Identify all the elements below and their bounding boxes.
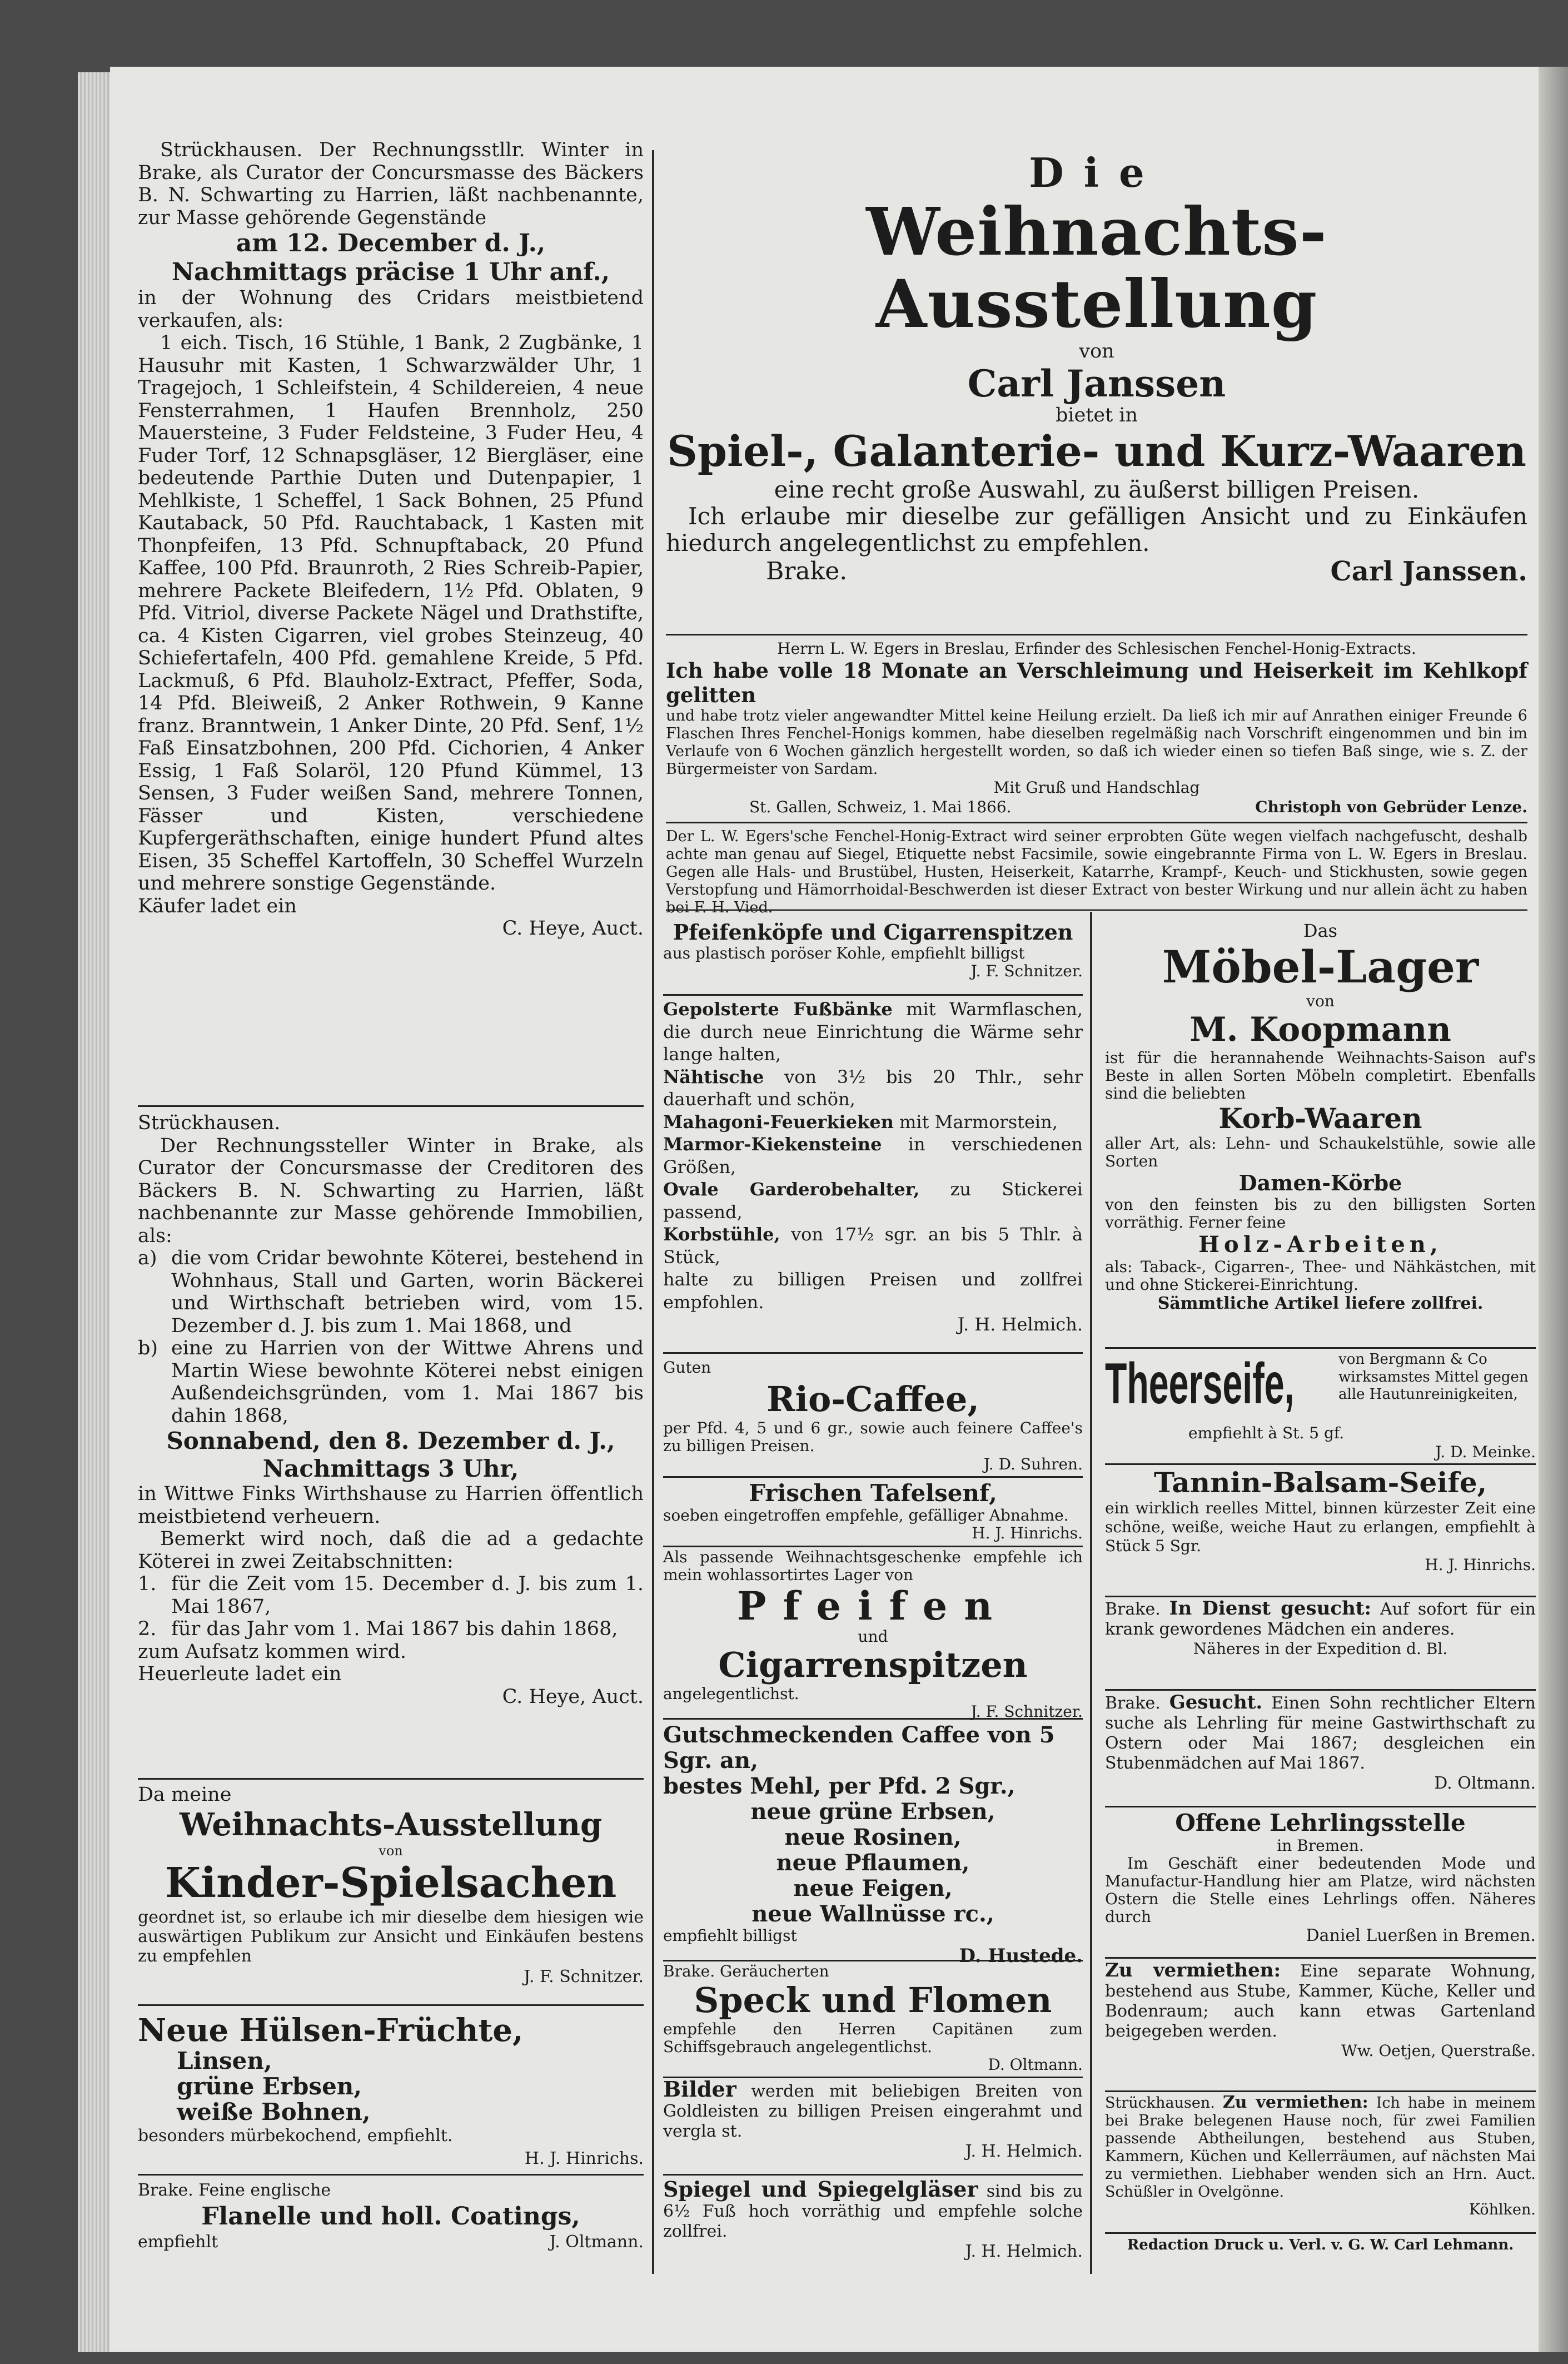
koopmann-title: Möbel-Lager [1162,941,1479,993]
mirrors-ad [663,2179,1083,2262]
koopmann-name: M. Koopmann [1189,1010,1451,1049]
coffee-signature: J. D. Suhren. [983,1454,1083,1473]
tannin-body: ein wirklich reelles Mittel, binnen kürzester Zeit eine schöne, weiße, weiche Haut zu erlangen, empfiehlt à Stück 5 Sgr. [1105,1499,1536,1555]
koopmann-holz: Holz-Arbeiten, [1198,1231,1442,1258]
koopmann-closing: Sämmtliche Artikel liefere zollfrei. [1157,1294,1484,1313]
auction-notice-1 [138,139,644,940]
toys-ad [138,1784,644,1988]
lehrling-ad [1105,1809,1536,1946]
service-body: Auf sofort für ein krank gewordenes Mädchen ein anderes. [1105,1600,1536,1639]
mustard-title: Frischen Tafelsenf, [749,1479,997,1507]
auction-2-note: Bemerkt wird noch, daß die ad a gedachte Köterei in zwei Zeitabschnitten: [138,1528,644,1573]
janssen-von: von [1079,340,1114,362]
janssen-signature: Carl Janssen. [1330,556,1527,587]
separator [1105,1347,1536,1349]
garderobehalter-text: zu Stickerei passend, [663,1179,1083,1223]
list-item-text: für die Zeit vom 15. December d. J. bis zum 1. Mai 1867, [171,1573,644,1618]
flannel-lead-text: Feine englische [198,2181,331,2200]
auction-2-time: Nachmittags 3 Uhr, [262,1455,519,1482]
bacon-body: empfehle den Herren Capitänen zum Schiffsgebrauch angelegentlichst. [663,2020,1083,2056]
service-ad [1105,1598,1536,1658]
auction-2-periods [138,1573,644,1641]
koopmann-korb-body: aller Art, als: Lehn- und Schaukelstühle, sowie alle Sorten [1105,1134,1536,1170]
auction-2-location: in Wittwe Finks Wirthshause zu Harrien öffentlich meistbietend verheuern. [138,1483,644,1528]
list-item-label: a) [138,1247,157,1269]
grocery-line-2: bestes Mehl, per Pfd. 2 Sgr., [663,1773,1016,1799]
column-rule-left [652,150,654,2274]
grocery-signature: D. Hustede. [959,1945,1083,1967]
auction-notice-2 [138,1112,644,1708]
list-item-text: für das Jahr vom 1. Mai 1867 bis dahin 1868, [171,1618,618,1640]
toys-title: Weihnachts-Ausstellung [179,1806,603,1843]
lehrling-title: Offene Lehrlingsstelle [1175,1809,1466,1836]
list-item [138,1247,644,1337]
naehtische-text: von 3½ bis 20 Thlr., sehr dauerhaft und schön, [663,1066,1083,1110]
theerseife-price: empfiehlt à St. 5 gf. [1188,1424,1345,1442]
kiekensteine-text: in verschiedenen Größen, [663,1134,1083,1178]
coffee-lead: Guten [663,1358,711,1377]
apprentice-title: Gesucht. [1169,1691,1263,1714]
separator [1105,2232,1536,2234]
auction-1-intro: in der Wohnung des Cridars meistbietend verkaufen, als: [138,287,644,332]
lehrling-body: Im Geschäft einer bedeutenden Mode und Manufactur-Handlung hier am Platze, wird nächsten Ostern die Stelle eines Lehrlings offen. Näheres durch [1105,1854,1536,1926]
honey-intro: Herrn L. W. Egers in Breslau, Erfinder des Schlesischen Fenchel-Honig-Extracts. [777,639,1416,658]
janssen-title: Weihnachts-Ausstellung [866,193,1327,342]
korbstuehle-text: von 17½ sgr. an bis 5 Thlr. à Stück, [663,1224,1083,1268]
coffee-title: Rio-Caffee, [766,1378,980,1419]
list-item [138,1618,644,1641]
newspaper-page [110,67,1539,2352]
separator [138,2174,644,2176]
pipes-ad-2 [663,1548,1083,1721]
naehtische-label: Nähtische [663,1066,764,1087]
separator [1105,2090,1536,2092]
auction-1-items: 1 eich. Tisch, 16 Stühle, 1 Bank, 2 Zugbänke, 1 Hausuhr mit Kasten, 1 Schwarzwälder Uhr, 1 Tragejoch, 1 Schleifstein, 4 Schildereien, 4 neue Fensterrahmen, 1 Haufen Brennholz, 250 Mauersteine, 3 Fuder Feldsteine, 3 Fuder Heu, 4 Fuder Torf, 12 Schnapsgläser, 12 Biergläser, eine bedeutende Parthie Duten und Dutenpapier, 1 Mehlkiste, 1 Scheffel, 1 Sack Bohnen, 25 Pfund Kautaback, 50 Pfd. Rauchtaback, 1 Kasten mit Thonpfeifen, 13 Pfd. Schnupftaback, 20 Pfund Kaffee, 100 Pfd. Braunroth, 2 Ries Schreib-Papier, mehrere Packete Bleifedern, 1½ Pfd. Oblaten, 9 Pfd. Vitriol, diverse Packete Nägel und Drathstifte, ca. 4 Kisten Cigarren, viel grobes Steinzeug, 40 Schiefertafeln, 400 Pfd. gemahlene Kreide, 5 Pfd. Lackmuß, 6 Pfd. Blauholz-Extract, Pfeffer, Soda, 14 Pfd. Bleiweiß, 2 Anker Rothwein, 9 Kanne franz. Branntwein, 1 Anker Dinte, 20 Pfd. Senf, 1½ Faß Einsatzbohnen, 200 Pfd. Cichorien, 4 Anker Essig, 1 Faß Solaröl, 120 Pfund Kümmel, 13 Sensen, 3 Fuder weißen Sand, mehrere Tonnen, Fässer und Kisten, verschiedene Kupfergeräthschaften, einige hundert Pfund altes Eisen, 35 Scheffel Kartoffeln, 30 Scheffel Wurzeln und mehrere sonstige Gegenstände. [138,332,644,895]
honey-greeting: Mit Gruß und Handschlag [993,778,1200,797]
honey-footer-line [666,797,1527,817]
mustard-signature: H. J. Hinrichs. [972,1524,1083,1542]
korbstuehle-label: Korbstühle, [663,1224,780,1245]
auction-2-place: Strückhausen. [138,1112,281,1134]
legumes-ad [138,2013,644,2170]
koopmann-ad [1105,920,1536,1314]
auction-1-body: Strückhausen. Der Rechnungsstllr. Winter in Brake, als Curator der Concursmasse des Bäckers B. N. Schwarting zu Harrien, läßt nachbenannte, zur Masse gehörende Gegenstände [138,139,644,229]
pipes-1-body: aus plastisch poröser Kohle, empfiehlt billigst [663,944,1025,962]
service-place: Brake. [1105,1600,1161,1619]
mirrors-body: sind bis zu 6½ Fuß hoch vorräthig und empfehle solche zollfrei. [663,2182,1083,2241]
honey-signature: Christoph von Gebrüder Lenze. [1255,798,1527,816]
apprentice-body: Einen Sohn rechtlicher Eltern suche als Lehrling für meine Gastwirthschaft zu Ostern oder Mai 1867; desgleichen ein Stubenmädchen auf Mai 1867. [1105,1693,1536,1773]
fussbaenke-label: Gepolsterte Fußbänke [663,999,893,1020]
bacon-lead-line [663,1963,1083,1980]
separator [663,1476,1083,1478]
koopmann-von: von [1306,992,1335,1010]
furniture-ad [663,998,1083,1336]
rent-1-title: Zu vermiethen: [1105,1959,1281,1981]
pipes-ad-1 [663,920,1083,980]
apprentice-signature: D. Oltmann. [1434,1774,1536,1793]
toys-signature: J. F. Schnitzer. [524,1966,644,1986]
fussbaenke-text: mit Warmflaschen, die durch neue Einrichtung die Wärme sehr lange halten, [663,999,1083,1065]
koopmann-das: Das [1303,920,1338,941]
toys-lead: Da meine [138,1784,232,1806]
rent-1-signature: Ww. Oetjen, Querstraße. [1341,2042,1536,2060]
legumes-title: Neue Hülsen-Früchte, [138,2012,524,2049]
list-item-text: die vom Cridar bewohnte Köterei, bestehend in Wohnhaus, Stall und Garten, worin Bäckerei und Wirthschaft betrieben wird, vom 15. Dezember d. J. bis zum 1. Mai 1868, und [171,1247,644,1337]
flannel-footer [138,2231,644,2254]
list-item-label: b) [138,1337,158,1359]
bacon-title: Speck und Flomen [694,1980,1052,2020]
separator [663,1718,1083,1720]
auction-1-signature: C. Heye, Auct. [502,917,644,940]
pipes-2-signature: J. F. Schnitzer. [970,1702,1083,1721]
legumes-signature: H. J. Hinrichs. [524,2148,644,2168]
auction-2-date: Sonnabend, den 8. Dezember d. J., [166,1427,615,1454]
bacon-signature: D. Oltmann. [988,2055,1083,2074]
theerseife-maker: von Bergmann & Co [1338,1351,1487,1368]
auction-1-date: am 12. December d. J., [236,229,546,257]
frames-signature: J. H. Helmich. [965,2142,1083,2161]
separator [1105,1806,1536,1807]
pipes-1-title: Pfeifenköpfe und Cigarrenspitzen [673,920,1073,945]
rent-1-body: Eine separate Wohnung, bestehend aus Stube, Kammer, Küche, Keller und Bodenraum; auch kann etwas Gartenland beigegeben werden. [1105,1961,1536,2041]
pipes-2-lead: Als passende Weihnachtsgeschenke empfehle ich mein wohlassortirtes Lager von [663,1548,1083,1584]
flannel-place: Brake. [138,2181,193,2200]
rent-2-body: Ich habe in meinem bei Brake belegenen Hause noch, für zwei Familien passende Abtheilungen, bestehend aus Stuben, Kammern, Küchen und Kellerräumen, auf nächsten Mai zu vermiethen. Liebhaber wenden sich an Hrn. Auct. Schüßler in Ovelgönne. [1105,2094,1536,2201]
legumes-line-2: grüne Erbsen, [177,2073,362,2100]
rent-ad-2 [1105,2094,1536,2219]
mirrors-label: Spiegel und Spiegelgläser [663,2177,978,2202]
kiekensteine-label: Marmor-Kiekensteine [663,1134,882,1155]
mustard-ad [663,1480,1083,1542]
list-item [138,1573,644,1618]
honey-footer: Der L. W. Egers'sche Fenchel-Honig-Extract wird seiner erprobten Güte wegen vielfach nachgefuscht, deshalb achte man genau auf Siegel, Etiquette nebst Facsimile, sowie eingebrannte Firma von L. W. Egers in Breslau. Gegen alle Hals- und Brustübel, Husten, Heiserkeit, Katarrhe, Krampf-, Keuch- und Stickhusten, sowie gegen Verstopfung und Hämorrhoidal-Beschwerden ist dieser Extract von bester Wirkung und nur allein ächt zu haben bei F. H. Vied. [666,828,1527,916]
pipes-1-signature: J. F. Schnitzer. [970,962,1083,980]
pipes-2-title-2: Cigarrenspitzen [718,1645,1028,1685]
apprentice-ad [1105,1692,1536,1794]
auction-2-body: Der Rechnungssteller Winter in Brake, als Curator der Concursmasse der Creditoren des Bäckers B. N. Schwarting zu Harrien, läßt nachbenannte zur Masse gehörende Immobilien, als: [138,1134,644,1247]
coffee-body: per Pfd. 4, 5 und 6 gr., sowie auch feinere Caffee's zu billigen Preisen. [663,1418,1083,1455]
list-item-label: 1. [138,1573,157,1595]
separator [666,909,1527,913]
grocery-line-4: neue Rosinen, [784,1824,962,1850]
garderobehalter-label: Ovale Garderobehalter, [663,1179,920,1200]
lehrling-place: in Bremen. [1277,1836,1364,1855]
bacon-lead: Geräucherten [720,1962,829,1980]
janssen-ad [666,150,1527,587]
furniture-signature: J. H. Helmich. [957,1314,1083,1335]
janssen-choice: eine recht große Auswahl, zu äußerst billigen Preisen. [774,476,1420,503]
janssen-goods: Spiel-, Galanterie- und Kurz-Waaren [666,426,1527,476]
janssen-die: Die [1029,149,1164,196]
separator [663,1352,1083,1354]
separator [1105,1463,1536,1465]
toys-body: geordnet ist, so erlaube ich mir dieselbe dem hiesigen wie auswärtigen Publikum zur Ansicht und Einkäufen bestens zu empfehlen [138,1907,644,1966]
auction-1-buyers: Käufer ladet ein [138,895,297,917]
list-item [138,1337,644,1427]
legumes-line-1: Linsen, [177,2047,272,2074]
separator [1105,1957,1536,1959]
mustard-body: soeben eingetroffen empfehle, gefälliger Abnahme. [663,1506,1069,1524]
tannin-signature: H. J. Hinrichs. [1425,1556,1536,1574]
separator [666,634,1527,635]
separator [663,1960,1083,1961]
auction-2-list [138,1247,644,1427]
flannel-signature: J. Oltmann. [549,2232,644,2252]
tannin-ad [1105,1467,1536,1575]
furniture-closing: halte zu billigen Preisen und zollfrei empfohlen. [663,1269,1083,1313]
bacon-ad [663,1963,1083,2074]
list-item-text: eine zu Harrien von der Wittwe Ahrens und Martin Wiese bewohnte Köterei nebst einigen Außendeichsgründen, vom 1. Mai 1867 bis dahin 1868, [171,1337,644,1427]
flannel-body: empfiehlt [138,2232,218,2252]
toys-product: Kinder-Spielsachen [165,1859,617,1907]
bacon-place: Brake. [663,1962,715,1980]
rent-ad-1 [1105,1960,1536,2060]
coffee-ad [663,1357,1083,1474]
flannel-lead [138,2179,644,2202]
feuerkieken-label: Mahagoni-Feuerkieken [663,1111,894,1133]
grocery-line-1: Gutschmeckenden Caffee von 5 Sgr. an, [663,1722,1055,1774]
flannel-ad [138,2179,644,2253]
theerseife-ad [1105,1351,1536,1462]
apprentice-place: Brake. [1105,1693,1161,1713]
flannel-title: Flanelle und holl. Coatings, [201,2202,580,2231]
separator [663,994,1083,996]
auction-1-time: Nachmittags präcise 1 Uhr anf., [171,258,610,286]
honey-headline: Ich habe volle 18 Monate an Verschleimung und Heiserkeit im Kehlkopf gelitten [666,658,1527,707]
grocery-line-3: neue grüne Erbsen, [750,1799,995,1825]
service-title: In Dienst gesucht: [1169,1597,1372,1620]
frames-ad [663,2079,1083,2162]
page-stack-edge [78,72,111,2352]
koopmann-korb: Korb-Waaren [1218,1102,1422,1135]
pipes-2-title: Pfeifen [736,1583,1009,1629]
honey-body: und habe trotz vieler angewandter Mittel keine Heilung erzielt. Da ließ ich mir auf Anrathen einiger Freunde 6 Flaschen Ihres Fenchel-Honigs kommen, habe dieselben regelmäßig nach Vorschrift eingenommen und bin im Verlaufe von 6 Wochen gänzlich hergestellt worden, so daß ich wieder einen so tiefen Baß singe, wie s. Z. der Bürgermeister von Sardam. [666,707,1527,778]
auction-2-signature: C. Heye, Auct. [502,1685,644,1708]
list-item-label: 2. [138,1618,157,1640]
rent-2-title: Zu vermiethen: [1222,2093,1368,2112]
theerseife-title: Theerseife, [1105,1352,1295,1416]
janssen-name: Carl Janssen [967,361,1226,405]
janssen-body: Ich erlaube mir dieselbe zur gefälligen Ansicht und zu Einkäufen hiedurch angelegentlichst zu empfehlen. [666,503,1527,557]
rent-2-place: Strückhausen. [1105,2094,1215,2112]
separator [663,2174,1083,2176]
pipes-2-and: und [858,1627,888,1646]
frames-body: werden mit beliebigen Breiten von Goldleisten zu billigen Preisen eingerahmt und vergla st. [663,2082,1083,2141]
column-rule-right [1090,912,1092,2274]
toys-von: von [379,1842,403,1859]
right-page-edge [1539,67,1568,2352]
rent-2-signature: Köhlken. [1469,2201,1536,2218]
service-note: Näheres in der Expedition d. Bl. [1193,1640,1448,1658]
imprint [1105,2236,1536,2254]
separator [663,1546,1083,1547]
theerseife-signature: J. D. Meinke. [1435,1443,1536,1461]
lehrling-signature: Daniel Luerßen in Bremen. [1306,1926,1536,1945]
theerseife-desc: wirksamstes Mittel gegen alle Hautunreinigkeiten, [1338,1369,1529,1403]
separator [666,822,1527,823]
separator [138,1778,644,1780]
imprint-text: Redaction Druck u. Verl. v. G. W. Carl Lehmann. [1127,2237,1514,2253]
janssen-offers: bietet in [1055,404,1138,426]
separator [1105,1689,1536,1691]
frames-label: Bilder [663,2077,736,2102]
legumes-line-3: weiße Bohnen, [177,2098,371,2125]
honey-place-date: St. Gallen, Schweiz, 1. Mai 1866. [749,798,1012,816]
koopmann-holz-body: als: Taback-, Cigarren-, Thee- und Nähkästchen, mit und ohne Stickerei-Einrichtung. [1105,1258,1536,1294]
janssen-place: Brake. [766,557,848,585]
auction-2-renters: Heuerleute ladet ein [138,1663,342,1685]
feuerkieken-text: mit Marmorstein, [899,1111,1058,1133]
grocery-ad [663,1722,1083,1967]
koopmann-body: ist für die herannahende Weihnachts-Saison auf's Beste in allen Sorten Möbeln completirt. Ebenfalls sind die beliebten [1105,1049,1536,1102]
grocery-line-6: neue Feigen, [793,1875,953,1901]
separator [138,2004,644,2006]
grocery-body: empfiehlt billigst [663,1926,797,1945]
separator [138,1105,644,1107]
pipes-2-body: angelegentlichst. [663,1685,799,1703]
koopmann-damen: Damen-Körbe [1238,1170,1402,1195]
mirrors-signature: J. H. Helmich. [965,2242,1083,2261]
tannin-title: Tannin-Balsam-Seife, [1153,1466,1487,1499]
honey-ad [666,639,1527,917]
grocery-line-7: neue Wallnüsse rc., [751,1901,994,1927]
koopmann-damen-body: von den feinsten bis zu den billigsten Sorten vorräthig. Ferner feine [1105,1195,1536,1231]
auction-2-closing: zum Aufsatz kommen wird. [138,1640,406,1663]
grocery-line-5: neue Pflaumen, [776,1850,970,1876]
janssen-footer [666,557,1527,587]
legumes-body: besonders mürbekochend, empfiehlt. [138,2126,453,2146]
